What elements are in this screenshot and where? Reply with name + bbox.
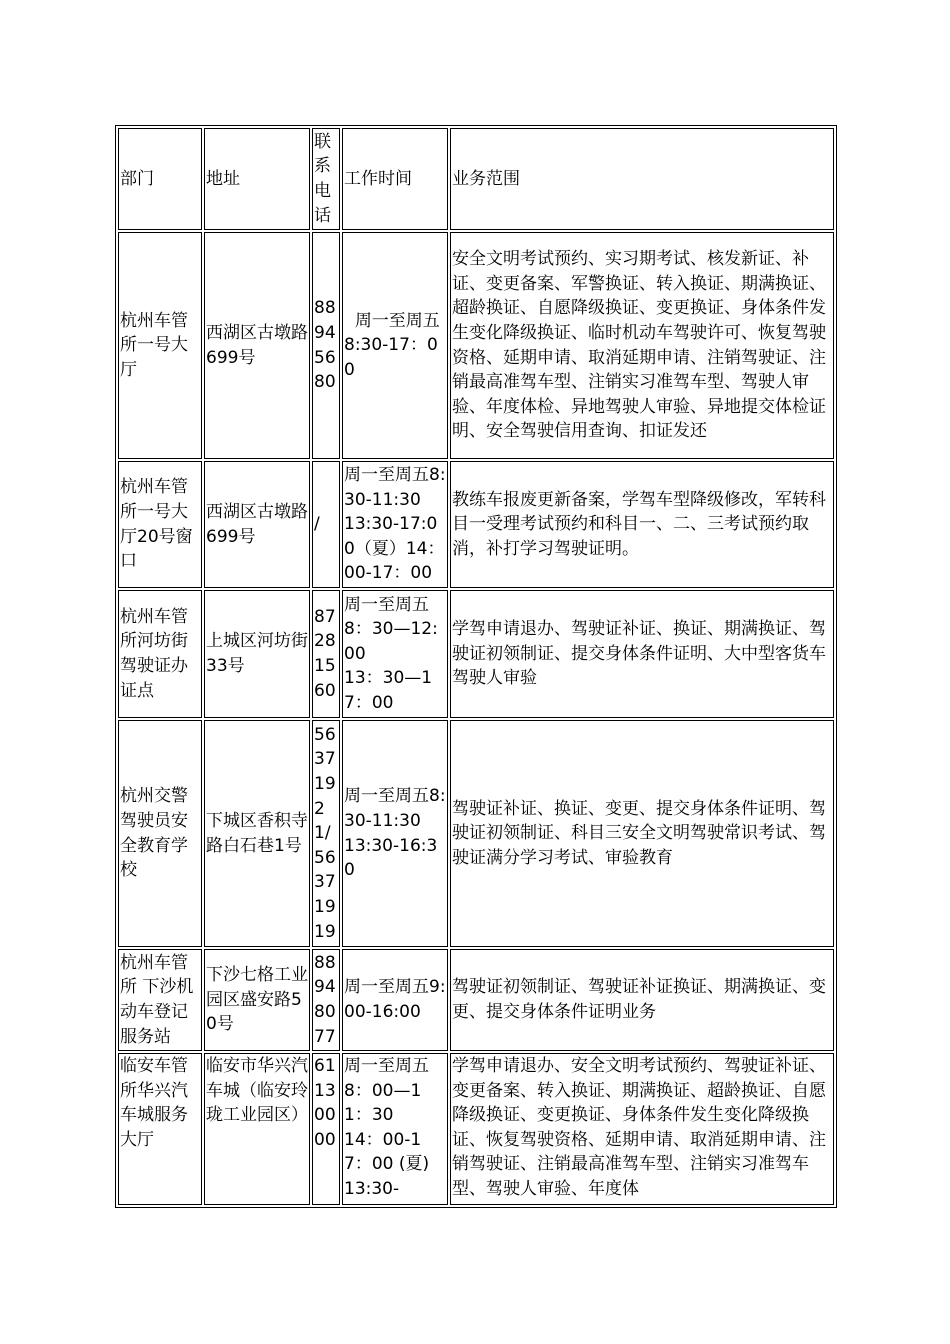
cell-address: 上城区河坊街33号 — [204, 590, 310, 718]
header-address: 地址 — [204, 128, 310, 230]
header-department: 部门 — [118, 128, 202, 230]
header-phone: 联系电话 — [312, 128, 340, 230]
cell-phone: / — [312, 461, 340, 588]
cell-address: 西湖区古墩路699号 — [204, 232, 310, 459]
cell-address: 下城区香积寺路白石巷1号 — [204, 720, 310, 947]
cell-address: 下沙七格工业园区盛安路50号 — [204, 949, 310, 1051]
table-row — [118, 1053, 834, 1205]
cell-department: 杭州交警驾驶员安全教育学校 — [118, 720, 202, 947]
cell-address: 临安市华兴汽车城（临安玲珑工业园区） — [204, 1053, 310, 1205]
table-row — [118, 232, 834, 459]
service-locations-table — [115, 125, 837, 1208]
cell-hours: 周一至周五8：00—11：30 14：00-17：00 (夏) 13:30- — [342, 1053, 448, 1205]
cell-department: 杭州车管所河坊街驾驶证办证点 — [118, 590, 202, 718]
cell-scope: 学驾申请退办、安全文明考试预约、驾驶证补证、变更备案、转入换证、期满换证、超龄换证、自愿降级换证、变更换证、身体条件发生变化降级换证、恢复驾驶资格、延期申请、取消延期申请、注销驾驶证、注销最高准驾车型、注销实习准驾车型、驾驶人审验、年度体 — [450, 1053, 834, 1205]
table-row — [118, 461, 834, 588]
cell-department: 杭州车管所一号大厅 — [118, 232, 202, 459]
cell-hours: 周一至周五8：30—12:00 13：30—17：00 — [342, 590, 448, 718]
cell-phone: 88945680 — [312, 232, 340, 459]
cell-scope: 教练车报废更新备案，学驾车型降级修改，军转科目一受理考试预约和科目一、二、三考试预约取消，补打学习驾驶证明。 — [450, 461, 834, 588]
cell-scope: 安全文明考试预约、实习期考试、核发新证、补证、变更备案、军警换证、转入换证、期满换证、超龄换证、自愿降级换证、变更换证、身体条件发生变化降级换证、临时机动车驾驶许可、恢复驾驶资格、延期申请、取消延期申请、注销驾驶证、注销最高准驾车型、注销实习准驾车型、驾驶人审验、年度体检、异地驾驶人审验、异地提交体检证明、安全驾驶信用查询、扣证发还 — [450, 232, 834, 459]
cell-department: 杭州车管所 下沙机动车登记服务站 — [118, 949, 202, 1051]
cell-address: 西湖区古墩路699号 — [204, 461, 310, 588]
cell-hours: 周一至周五9:00-16:00 — [342, 949, 448, 1051]
header-hours: 工作时间 — [342, 128, 448, 230]
cell-scope: 驾驶证补证、换证、变更、提交身体条件证明、驾驶证初领制证、科目三安全文明驾驶常识考试、驾驶证满分学习考试、审验教育 — [450, 720, 834, 947]
cell-department: 临安车管所华兴汽车城服务大厅 — [118, 1053, 202, 1205]
table-row — [118, 590, 834, 718]
cell-hours: 周一至周五8:30-17：00 — [342, 232, 448, 459]
cell-department: 杭州车管所一号大厅20号窗口 — [118, 461, 202, 588]
cell-hours: 周一至周五8:30-11:30 13:30-17:00（夏）14：00-17：00 — [342, 461, 448, 588]
header-scope: 业务范围 — [450, 128, 834, 230]
table-header-row — [118, 128, 834, 230]
cell-phone: 61130000 — [312, 1053, 340, 1205]
cell-scope: 驾驶证初领制证、驾驶证补证换证、期满换证、变更、提交身体条件证明业务 — [450, 949, 834, 1051]
table-row — [118, 949, 834, 1051]
cell-phone: 56371921/56371919 — [312, 720, 340, 947]
cell-phone: 88948077 — [312, 949, 340, 1051]
cell-scope: 学驾申请退办、驾驶证补证、换证、期满换证、驾驶证初领制证、提交身体条件证明、大中型客货车驾驶人审验 — [450, 590, 834, 718]
cell-phone: 87281560 — [312, 590, 340, 718]
table-row — [118, 720, 834, 947]
cell-hours: 周一至周五8:30-11:30 13:30-16:30 — [342, 720, 448, 947]
